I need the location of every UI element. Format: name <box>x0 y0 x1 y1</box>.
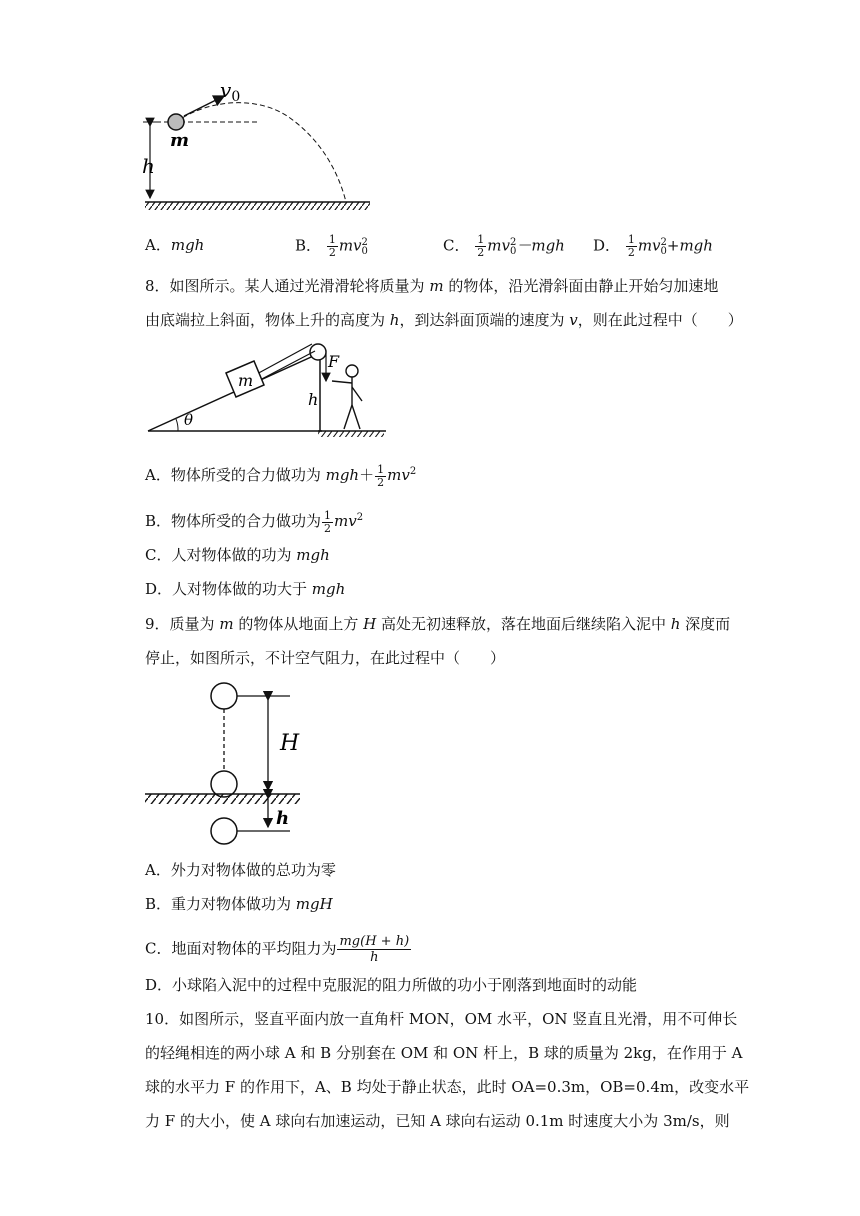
v0-label: $v_0$ <box>220 78 241 105</box>
q8-stem-line2: 由底端拉上斜面，物体上升的高度为 h，到达斜面顶端的速度为 v，则在此过程中（ ） <box>145 311 743 329</box>
q10-stem-line2: 的轻绳相连的两小球 A 和 B 分别套在 OM 和 ON 杆上，B 球的质量为 2kg，在作用于 A <box>145 1044 743 1062</box>
falling-ball-figure <box>140 678 310 848</box>
q9-stem-line1: 9．质量为 m 的物体从地面上方 H 高处无初速释放，落在地面后继续陷入泥中 h 深度而 <box>145 615 731 633</box>
q8-stem-line1: 8．如图所示。某人通过光滑滑轮将质量为 m 的物体，沿光滑斜面由静止开始匀加速地 <box>145 277 719 295</box>
q8-option-b[interactable]: B．物体所受的合力做功为 $\frac{1}{2}$ $mv^2$ <box>145 508 364 535</box>
h-label: h <box>142 154 155 178</box>
q7-option-b[interactable]: B． $\frac{1}{2}$ mv 2 0 <box>295 233 368 259</box>
velocity-arrow <box>184 96 224 116</box>
svg-text:F: F <box>328 352 340 371</box>
ground-hatch <box>145 202 370 210</box>
q9-option-d[interactable]: D．小球陷入泥中的过程中克服泥的阻力所做的功小于刚落到地面时的动能 <box>145 976 638 994</box>
q9-stem-line2: 停止，如图所示，不计空气阻力，在此过程中（ ） <box>145 649 506 667</box>
person-ground <box>318 431 384 437</box>
ball <box>168 114 184 130</box>
svg-text:H: H <box>280 731 300 756</box>
q10-stem-line4: 力 F 的大小，使 A 球向右加速运动，已知 A 球向右运动 0.1m 时速度大小为 3m/s，则 <box>145 1112 730 1130</box>
svg-text:h: h <box>308 390 319 409</box>
svg-text:h: h <box>276 808 290 829</box>
svg-text:θ: θ <box>184 411 194 429</box>
q9-option-c[interactable]: C．地面对物体的平均阻力为 $\frac{mg(H + h)}{h}$ <box>145 934 410 965</box>
person-figure <box>332 365 362 429</box>
q7-option-c[interactable]: C． $\frac{1}{2}$ mv 2 0 －mgh <box>443 233 565 259</box>
q10-stem-line1: 10．如图所示，竖直平面内放一直角杆 MON，OM 水平，ON 竖直且光滑，用不可伸长 <box>145 1010 738 1028</box>
q8-option-c[interactable]: C．人对物体做的功为 mgh <box>145 546 330 564</box>
q10-stem-line3: 球的水平力 F 的作用下，A、B 均处于静止状态，此时 OA=0.3m，OB=0.4m，改变水平 <box>145 1078 750 1096</box>
m-label: m <box>170 130 190 151</box>
trajectory-path <box>176 103 346 202</box>
q7-option-d[interactable]: D． $\frac{1}{2}$ mv 2 0 +mgh <box>593 233 713 259</box>
incline-pulley-figure <box>140 335 390 440</box>
q9-option-b[interactable]: B．重力对物体做功为 mgH <box>145 895 333 913</box>
q8-option-a[interactable]: A．物体所受的合力做功为 mgh＋ $\frac{1}{2}$ $mv^2$ <box>145 462 417 489</box>
ball-end <box>211 818 237 844</box>
q9-option-a[interactable]: A．外力对物体做的总功为零 <box>145 861 336 879</box>
mud-ground <box>145 794 300 804</box>
projectile-figure <box>140 78 380 218</box>
q7-option-a[interactable]: A．mgh <box>145 236 205 254</box>
svg-text:m: m <box>238 371 254 390</box>
ball-ground <box>211 771 237 797</box>
ball-start <box>211 683 237 709</box>
q8-option-d[interactable]: D．人对物体做的功大于 mgh <box>145 580 346 598</box>
